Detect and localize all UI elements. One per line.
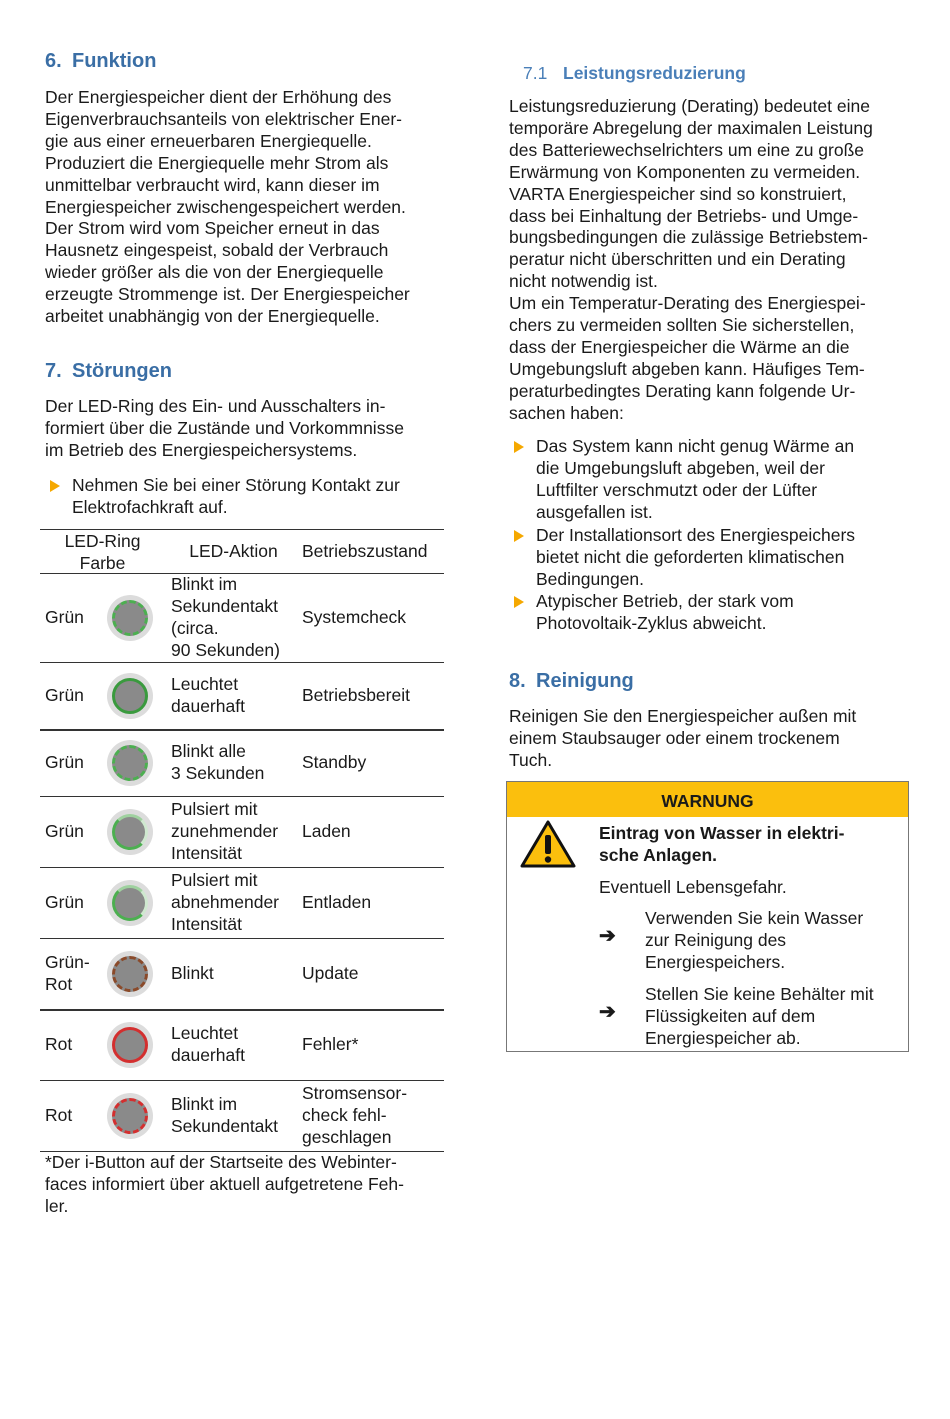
led-color: Grün bbox=[45, 607, 84, 627]
led-color: Grün bbox=[45, 685, 84, 705]
led-color: Grün bbox=[45, 821, 84, 841]
table-row bbox=[40, 796, 444, 868]
led-color: Grün bbox=[45, 892, 84, 912]
section-7-1-heading: 7.1 Leistungsreduzierung bbox=[523, 63, 746, 83]
led-color: Rot bbox=[45, 1034, 73, 1054]
section-6-text: Der Energiespeicher dient der Erhöhung des Eigenverbrauchsanteils von elektrischer Ener- gie aus einer erneuerbaren Energiequelle. Produziert die Energiequelle mehr Strom als unmittelbar verbraucht wird, kann dieser im Energiespeicher zwischengespeichert werden. Der Strom wird vom Speicher erneut in das Hausnetz eingespeist, sobald der Verbrauch wieder größer als die von der Energiequelle erzeugte Strommenge ist. Der Energiespeicher arbeitet unabhängig von der Energiequelle. bbox=[45, 87, 410, 327]
led-color: Grün- Rot bbox=[45, 952, 90, 994]
warning-header: WARNUNG bbox=[507, 782, 908, 817]
led-action: Blinkt im Sekundentakt (circa. 90 Sekunden) bbox=[171, 574, 280, 660]
led-color: Rot bbox=[45, 1105, 73, 1125]
table-footnote: *Der i-Button auf der Startseite des Webinter- faces informiert über aktuell aufgetretene Feh- ler. bbox=[45, 1152, 404, 1216]
warning-subtitle: Eventuell Lebensgefahr. bbox=[599, 877, 787, 897]
operating-state: Update bbox=[302, 963, 359, 983]
warning-item: ➔ Verwenden Sie kein Wasser zur Reinigung des Energiespeichers. bbox=[599, 908, 864, 972]
section-7-heading: 7. Störungen bbox=[45, 360, 172, 382]
operating-state: Entladen bbox=[302, 892, 372, 912]
table-row bbox=[40, 662, 444, 731]
warning-item: ➔ Stellen Sie keine Behälter mit Flüssigkeiten auf dem Energiespeicher ab. bbox=[599, 984, 874, 1048]
table-row bbox=[40, 1080, 444, 1152]
header-state: Betriebszustand bbox=[302, 541, 428, 561]
table-header-row bbox=[40, 529, 444, 574]
table-row bbox=[40, 867, 444, 939]
section-7-1-text: Leistungsreduzierung (Derating) bedeutet eine temporäre Abregelung der maximalen Leistung des Batteriewechselrichters um eine zu große Erwärmung von Komponenten zu vermeiden. VARTA Energiespeicher sind so konstruiert, dass bei Einhaltung der Betriebs- und Umge- bungsbedingungen die zulässige Betriebstem- peratur nicht überschritten und ein Derating nicht notwendig ist. Um ein Temperatur-Derating des Energiespei- chers zu vermeiden sollten Sie sicherstellen, dass der Energiespeicher die Wärme an die Umgebungsluft abgeben kann. Häufiges Tem- peraturbedingtes Derating kann folgende Ur- sachen haben: bbox=[509, 96, 873, 423]
led-action: Blinkt alle 3 Sekunden bbox=[171, 741, 265, 783]
warning-title: Eintrag von Wasser in elektri- sche Anlagen. bbox=[599, 823, 845, 865]
led-action: Blinkt bbox=[171, 963, 214, 983]
derating-bullet: Atypischer Betrieb, der stark vom Photovoltaik-Zyklus abweicht. bbox=[509, 591, 911, 635]
arrow-right-icon: ➔ bbox=[599, 925, 616, 947]
operating-state: Betriebsbereit bbox=[302, 685, 410, 705]
section-8-heading: 8. Reinigung bbox=[509, 670, 634, 692]
table-row bbox=[40, 938, 444, 1011]
header-action: LED-Aktion bbox=[189, 541, 278, 561]
led-action: Pulsiert mit zunehmender Intensität bbox=[171, 799, 279, 863]
operating-state: Standby bbox=[302, 752, 367, 772]
table-row bbox=[40, 573, 444, 663]
header-color: LED-Ring Farbe bbox=[64, 531, 141, 573]
led-action: Pulsiert mit abnehmender Intensität bbox=[171, 870, 279, 934]
led-action: Leuchtet dauerhaft bbox=[171, 1023, 245, 1065]
bullet-triangle-icon bbox=[50, 480, 60, 492]
contact-bullet: Nehmen Sie bei einer Störung Kontakt zur Elektrofachkraft auf. bbox=[45, 475, 445, 519]
operating-state: Systemcheck bbox=[302, 607, 407, 627]
warning-box bbox=[506, 781, 909, 1052]
derating-bullet: Das System kann nicht genug Wärme an die Umgebungsluft abgeben, weil der Luftfilter verschmutzt oder der Lüfter ausgefallen ist. bbox=[509, 436, 911, 524]
bullet-triangle-icon bbox=[514, 596, 524, 608]
derating-bullet: Der Installationsort des Energiespeichers bietet nicht die geforderten klimatischen Bedingungen. bbox=[509, 525, 911, 591]
led-action: Blinkt im Sekundentakt bbox=[171, 1094, 279, 1136]
warning-triangle-icon bbox=[520, 819, 576, 869]
operating-state: Fehler* bbox=[302, 1034, 359, 1054]
table-row bbox=[40, 729, 444, 797]
arrow-right-icon: ➔ bbox=[599, 1001, 616, 1023]
section-6-heading: 6. Funktion bbox=[45, 50, 157, 72]
operating-state: Laden bbox=[302, 821, 351, 841]
table-row bbox=[40, 1009, 444, 1081]
bullet-triangle-icon bbox=[514, 441, 524, 453]
section-8-text: Reinigen Sie den Energiespeicher außen mit einem Staubsauger oder einem trockenem Tuch. bbox=[509, 706, 857, 770]
section-7-text: Der LED-Ring des Ein- und Ausschalters in- formiert über die Zustände und Vorkommnisse im Betrieb des Energiespeichersystems. bbox=[45, 396, 404, 460]
bullet-triangle-icon bbox=[514, 530, 524, 542]
operating-state: Stromsensor- check fehl- geschlagen bbox=[302, 1083, 408, 1147]
led-action: Leuchtet dauerhaft bbox=[171, 674, 245, 716]
led-color: Grün bbox=[45, 752, 84, 772]
